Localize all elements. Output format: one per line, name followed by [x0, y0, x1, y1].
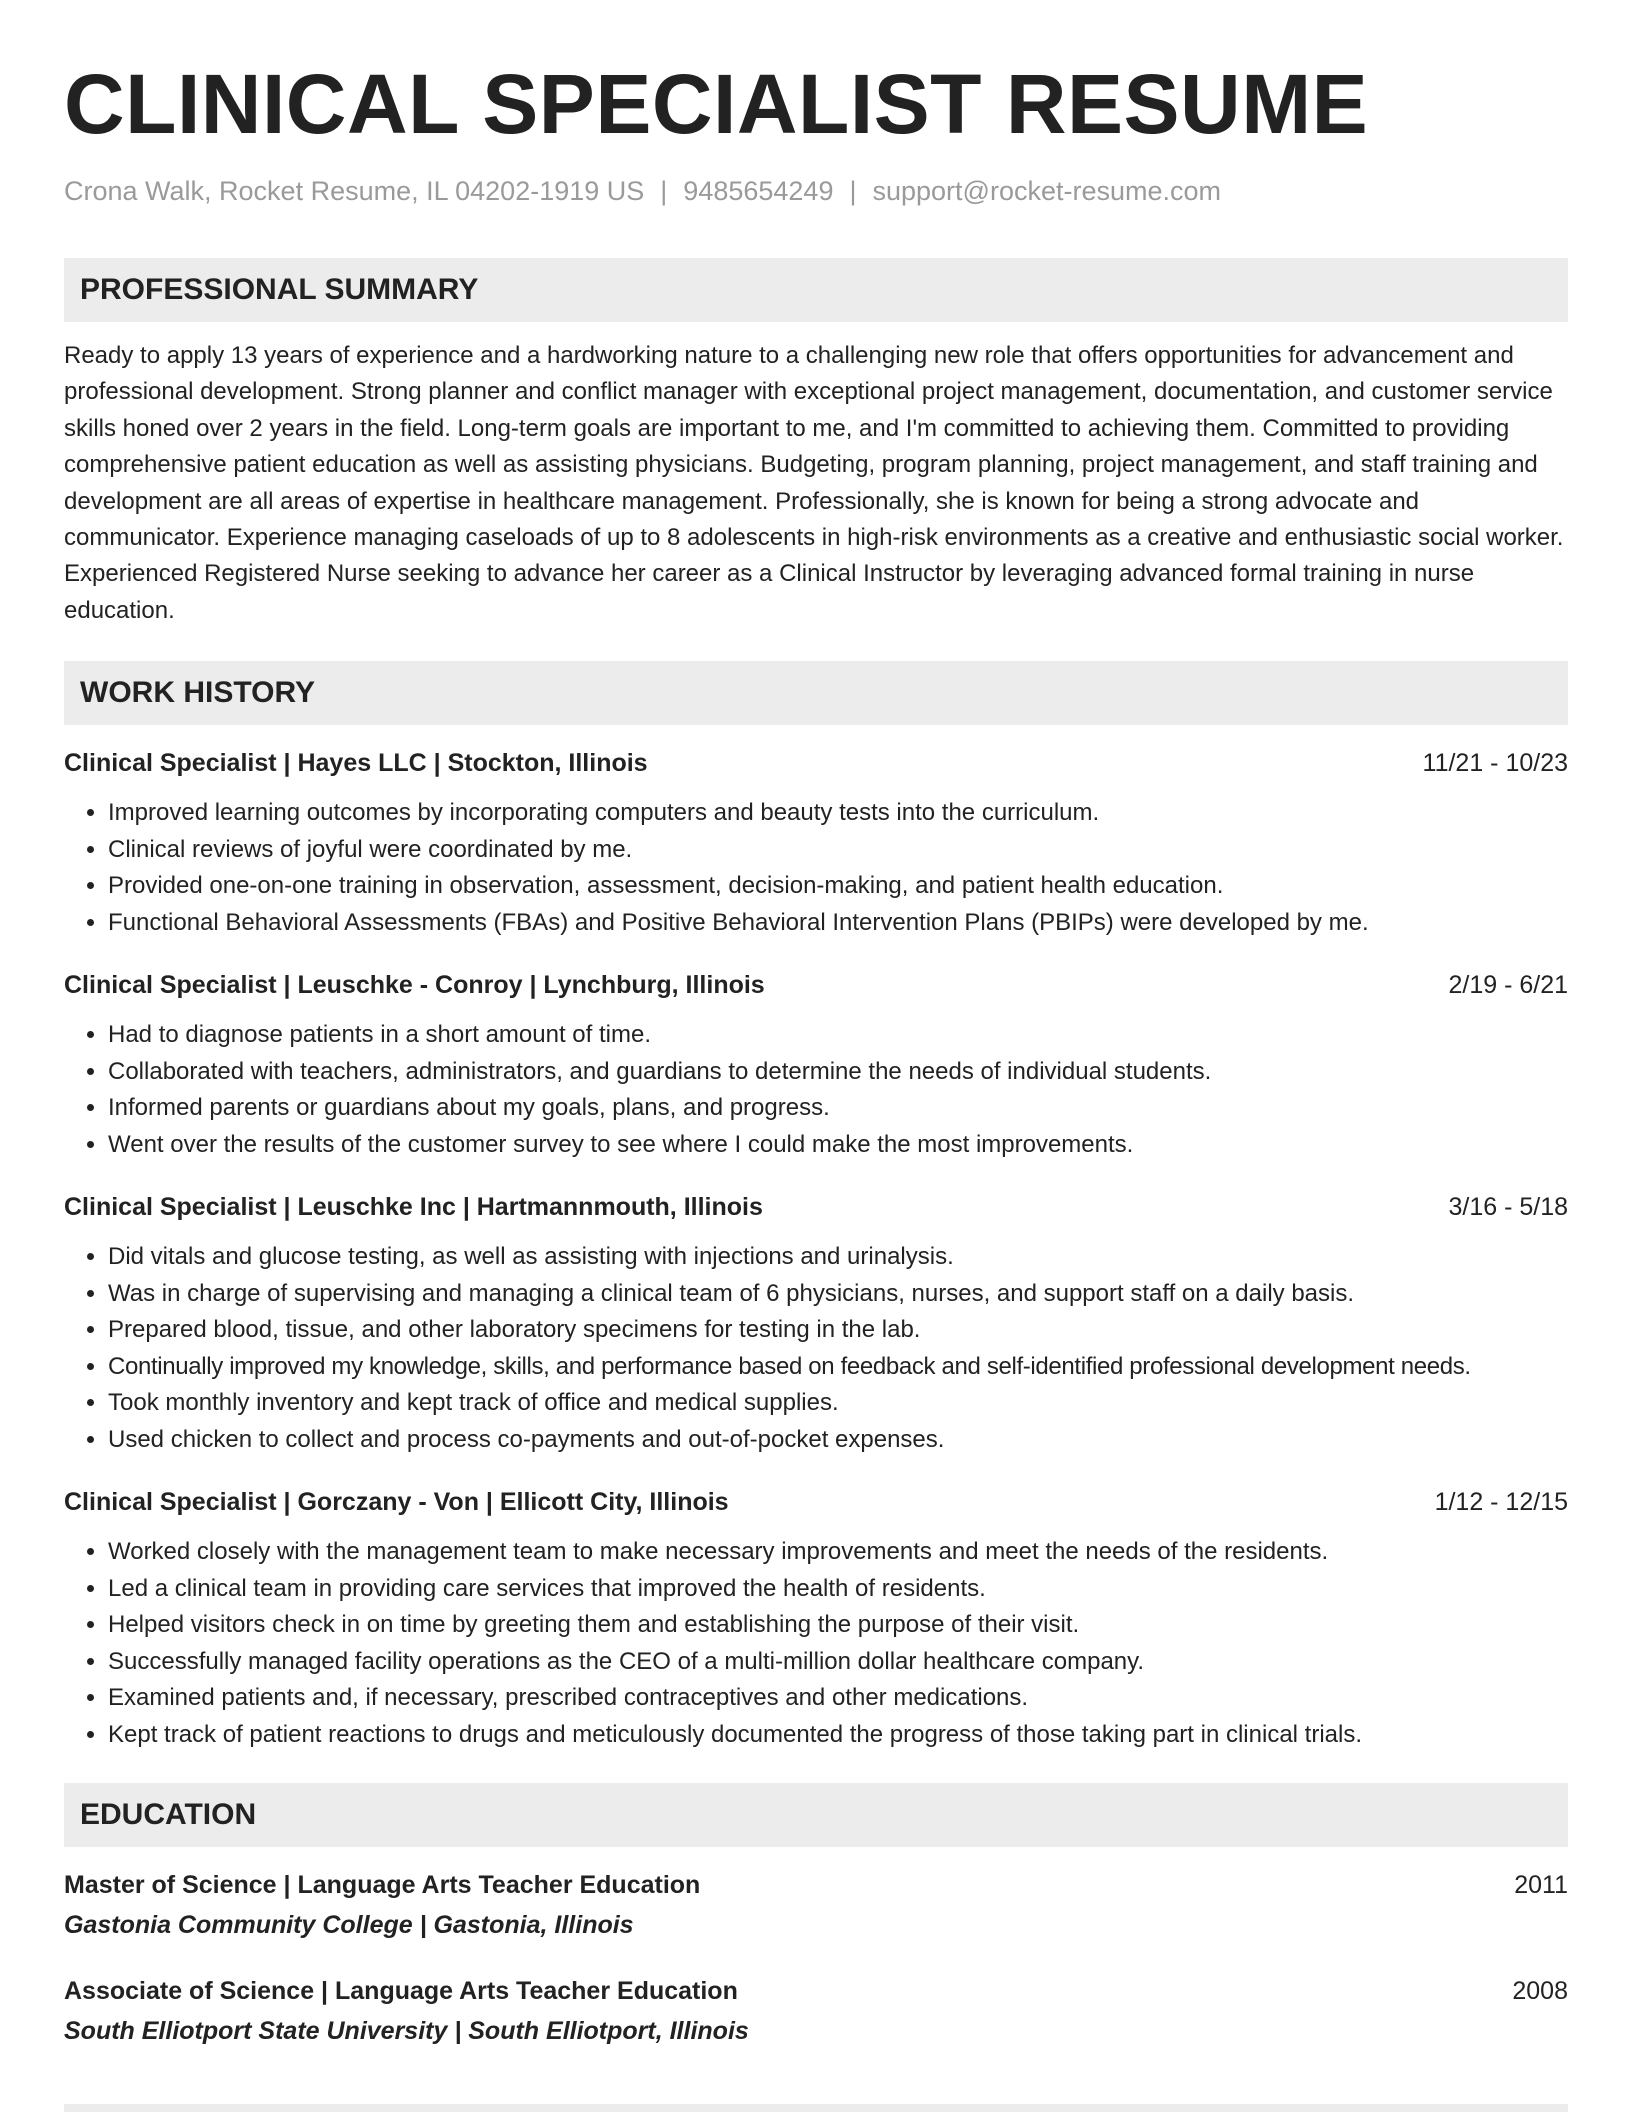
education-header	[64, 1865, 1568, 1905]
job-dates: 1/12 - 12/15	[1434, 1488, 1568, 1517]
job-header	[64, 1482, 1568, 1522]
job-title: Clinical Specialist | Leuschke Inc | Hartmannmouth, Illinois	[64, 1193, 763, 1222]
education-degree: Master of Science | Language Arts Teacher Education	[64, 1871, 701, 1900]
job-entry	[64, 1187, 1568, 1458]
job-bullet: • Had to diagnose patients in a short amount of time.	[108, 1017, 1568, 1054]
job-bullet: • Did vitals and glucose testing, as well as assisting with injections and urinalysis.	[108, 1239, 1568, 1276]
education-school: Gastonia Community College | Gastonia, Illinois	[64, 1911, 634, 1940]
job-entry	[64, 743, 1568, 941]
job-header	[64, 965, 1568, 1005]
job-bullet: • Clinical reviews of joyful were coordinated by me.	[108, 832, 1568, 869]
job-bullet: • Went over the results of the customer survey to see where I could make the most improvements.	[108, 1127, 1568, 1164]
contact-phone: 9485654249	[683, 176, 834, 206]
job-bullet: • Examined patients and, if necessary, prescribed contraceptives and other medications.	[108, 1680, 1568, 1717]
job-header	[64, 743, 1568, 783]
contact-separator: |	[660, 176, 668, 206]
job-bullet: • Collaborated with teachers, administrators, and guardians to determine the needs of individual students.	[108, 1054, 1568, 1091]
education-entry	[64, 1865, 1568, 1945]
resume-page	[64, 56, 1568, 2051]
job-bullet-list	[64, 1534, 1568, 1753]
education-year: 2011	[1514, 1871, 1568, 1900]
job-bullet: • Took monthly inventory and kept track of office and medical supplies.	[108, 1385, 1568, 1422]
job-bullet: • Worked closely with the management team to make necessary improvements and meet the needs of the residents.	[108, 1534, 1568, 1571]
job-bullet-list	[64, 1239, 1568, 1458]
job-dates: 2/19 - 6/21	[1448, 971, 1568, 1000]
job-title: Clinical Specialist | Hayes LLC | Stockton, Illinois	[64, 749, 648, 778]
job-bullet: • Used chicken to collect and process co-payments and out-of-pocket expenses.	[108, 1422, 1568, 1459]
job-bullet: • Improved learning outcomes by incorporating computers and beauty tests into the curriculum.	[108, 795, 1568, 832]
job-bullet: • Functional Behavioral Assessments (FBAs) and Positive Behavioral Intervention Plans (PBIPs) were developed by me.	[108, 905, 1568, 942]
job-bullet: • Continually improved my knowledge, skills, and performance based on feedback and self-identified professional development needs.	[108, 1349, 1568, 1386]
job-title: Clinical Specialist | Leuschke - Conroy | Lynchburg, Illinois	[64, 971, 765, 1000]
education-year: 2008	[1512, 1977, 1568, 2006]
next-section-band	[64, 2104, 1568, 2112]
job-bullet-list	[64, 1017, 1568, 1163]
job-bullet: • Kept track of patient reactions to drugs and meticulously documented the progress of those taking part in clinical trials.	[108, 1717, 1568, 1754]
contact-address: Crona Walk, Rocket Resume, IL 04202-1919 US	[64, 176, 645, 206]
education-header	[64, 1971, 1568, 2011]
summary-text: Ready to apply 13 years of experience and a hardworking nature to a challenging new role that offers opportunities for advancement and professional development. Strong planner and conflict manager with exceptional project management, documentation, and customer service skills honed over 2 years in the field. Long-term goals are important to me, and I'm committed to achieving them. Committed to providing comprehensive patient education as well as assisting physicians. Budgeting, program planning, project management, and staff training and development are all areas of expertise in healthcare management. Professionally, she is known for being a strong advocate and communicator. Experience managing caseloads of up to 8 adolescents in high-risk environments as a creative and enthusiastic social worker. Experienced Registered Nurse seeking to advance her career as a Clinical Instructor by leveraging advanced formal training in nurse education.	[64, 342, 1564, 624]
job-bullet: • Was in charge of supervising and managing a clinical team of 6 physicians, nurses, and support staff on a daily basis.	[108, 1276, 1568, 1313]
job-header	[64, 1187, 1568, 1227]
education-degree: Associate of Science | Language Arts Teacher Education	[64, 1977, 738, 2006]
contact-email: support@rocket-resume.com	[872, 176, 1222, 206]
job-title: Clinical Specialist | Gorczany - Von | Ellicott City, Illinois	[64, 1488, 729, 1517]
job-bullet: • Provided one-on-one training in observation, assessment, decision-making, and patient health education.	[108, 868, 1568, 905]
work-history-heading: WORK HISTORY	[64, 661, 1568, 725]
job-bullet-list	[64, 795, 1568, 941]
job-entry	[64, 1482, 1568, 1753]
job-bullet: • Successfully managed facility operations as the CEO of a multi-million dollar healthcare company.	[108, 1644, 1568, 1681]
summary-heading: PROFESSIONAL SUMMARY	[64, 258, 1568, 322]
job-entry	[64, 965, 1568, 1163]
job-dates: 3/16 - 5/18	[1448, 1193, 1568, 1222]
job-bullet: • Prepared blood, tissue, and other laboratory specimens for testing in the lab.	[108, 1312, 1568, 1349]
contact-separator: |	[849, 176, 857, 206]
page-title: CLINICAL SPECIALIST RESUME	[64, 57, 1369, 151]
contact-line	[64, 174, 1568, 208]
job-bullet: • Informed parents or guardians about my goals, plans, and progress.	[108, 1090, 1568, 1127]
job-bullet: • Led a clinical team in providing care services that improved the health of residents.	[108, 1571, 1568, 1608]
job-bullet: • Helped visitors check in on time by greeting them and establishing the purpose of their visit.	[108, 1607, 1568, 1644]
education-school: South Elliotport State University | South Elliotport, Illinois	[64, 2017, 749, 2046]
education-entry	[64, 1971, 1568, 2051]
job-dates: 11/21 - 10/23	[1422, 749, 1568, 778]
education-heading: EDUCATION	[64, 1783, 1568, 1847]
